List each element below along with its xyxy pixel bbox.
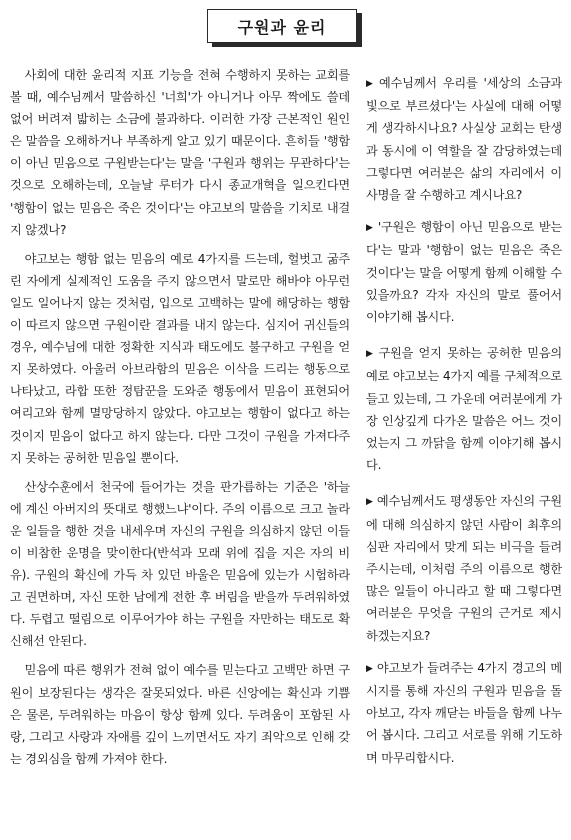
paragraph-1: 사회에 대한 윤리적 지표 기능을 전혀 수행하지 못하는 교회를 볼 때, 예수님께서 말씀하신 '너희'가 아니거나 아무 짝에도 쓸데없어 버려져 밟히는 소금에 불과하다. 이러한 가장 근본적인 원인은 말씀을 오해하거나 부족하게 알고 있기 때문이다. 흔히들 '행함이 아닌 믿음으로 구원받는다'는 말을 '구원과 행위는 무관하다'는 것으로 오해하는데, 오늘날 루터가 다시 종교개혁을 일으킨다면 '행함이 없는 믿음은 죽은 것이다'는 야고보의 말씀을 기치로 내걸지 않겠나? (10, 68, 350, 237)
page-title: 구원과 윤리 (207, 9, 357, 43)
question-item-3 (366, 342, 562, 476)
bullet-icon: ▶ (366, 497, 373, 508)
bullet-icon: ▶ (366, 663, 373, 674)
question-item-2 (366, 216, 562, 328)
question-text: 구원을 얻지 못하는 공허한 믿음의 예로 야고보는 4가지 예를 구체적으로 들고 있는데, 그 가운데 여러분에게 가장 인상깊게 다가온 말씀은 어느 것이었는지 그 까닭을 함께 이야기해 봅시다. (366, 346, 562, 473)
paragraph-4: 믿음에 따른 행위가 전혀 없이 예수를 믿는다고 고백만 하면 구원이 보장된다는 생각은 잘못되었다. 바른 신앙에는 확신과 기쁨은 물론, 두려워하는 마음이 항상 함께 있다. 두려움이 포함된 사랑, 그리고 사랑과 자애를 깊이 느끼면서도 자기 죄악으로 인해 갖는 경외심을 함께 가져야 한다. (10, 663, 350, 766)
question-item-5 (366, 657, 562, 769)
bullet-icon: ▶ (366, 79, 375, 89)
main-text-column (10, 64, 350, 777)
question-text: 예수님께서 우리를 '세상의 소금과 빛으로 부르셨다'는 사실에 대해 어떻게 생각하시나요? 사실상 교회는 탄생과 동시에 이 역할을 잘 감당하였는데 그렇다면 여러분은 삶의 자리에서 이 사명을 잘 수행하고 계시나요? (366, 76, 562, 203)
question-text: 야고보가 들려주는 4가지 경고의 메시지를 통해 자신의 구원과 믿음을 돌아보고, 각자 깨닫는 바들을 함께 나누어 봅시다. 그리고 서로를 위해 기도하며 마무리합시다. (366, 660, 562, 765)
bullet-icon: ▶ (366, 349, 375, 360)
question-item-1 (366, 72, 562, 206)
bullet-icon: ▶ (366, 223, 374, 234)
question-text: 예수님께서도 평생동안 자신의 구원에 대해 의심하지 않던 사람이 최후의 심판 자리에서 맞게 되는 비극을 들려주시는데, 이처럼 주의 이름으로 행한 많은 일들이 아니라고 할 때 그렇다면 여러분은 무엇을 구원의 근거로 제시하겠는지요? (366, 494, 562, 643)
question-text: '구원은 행함이 아닌 믿음으로 받는다'는 말과 '행함이 없는 믿음은 죽은 것이다'는 말을 어떻게 함께 이해할 수 있을까요? 각자 자신의 말로 풀어서 이야기해 봅시다. (366, 220, 562, 325)
question-item-4 (366, 490, 562, 646)
paragraph-3: 산상수훈에서 천국에 들어가는 것을 판가름하는 기준은 '하늘에 계신 아버지의 뜻대로 행했느냐'이다. 주의 이름으로 크고 놀라운 일들을 행한 것을 내세우며 자신의 구원을 의심하지 않던 이들이 비참한 운명을 맞이한다(반석과 모래 위에 집을 지은 자의 비유). 구원의 확신에 가득 차 있던 바울은 믿음에 있는가 시험하라고 권면하며, 자신 또한 남에게 전한 후 버림을 받을까 두려워하였다. 두렵고 떨림으로 이루어가야 하는 구원을 자만하는 태도로 확신해선 안된다. (10, 479, 350, 649)
paragraph-2: 야고보는 행함 없는 믿음의 예로 4가지를 드는데, 헐벗고 굶주린 자에게 실제적인 도움을 주지 않으면서 말로만 해바야 아무런 일도 일어나지 않는 것처럼, 입으로 고백하는 말에 해당하는 행함이 따르지 않으면 구원이란 결과를 내지 않는다. 심지어 귀신들의 경우, 예수님에 대한 정확한 지식과 태도에도 불구하고 구원을 얻지 못하였다. 아울러 아브라함의 믿음은 이삭을 드리는 행동으로 나타났고, 라합 또한 정탐꾼을 도와준 행동에서 믿음이 표현되어 여리고와 함께 멸망당하지 않았다. 야고보는 행함이 없다고 하는 것이지 믿음이 없다고 하지 않는다. 다만 그것이 구원을 가져다주지 못하는 공허한 믿음일 뿐이다. (10, 251, 350, 465)
discussion-questions-column (366, 72, 562, 769)
